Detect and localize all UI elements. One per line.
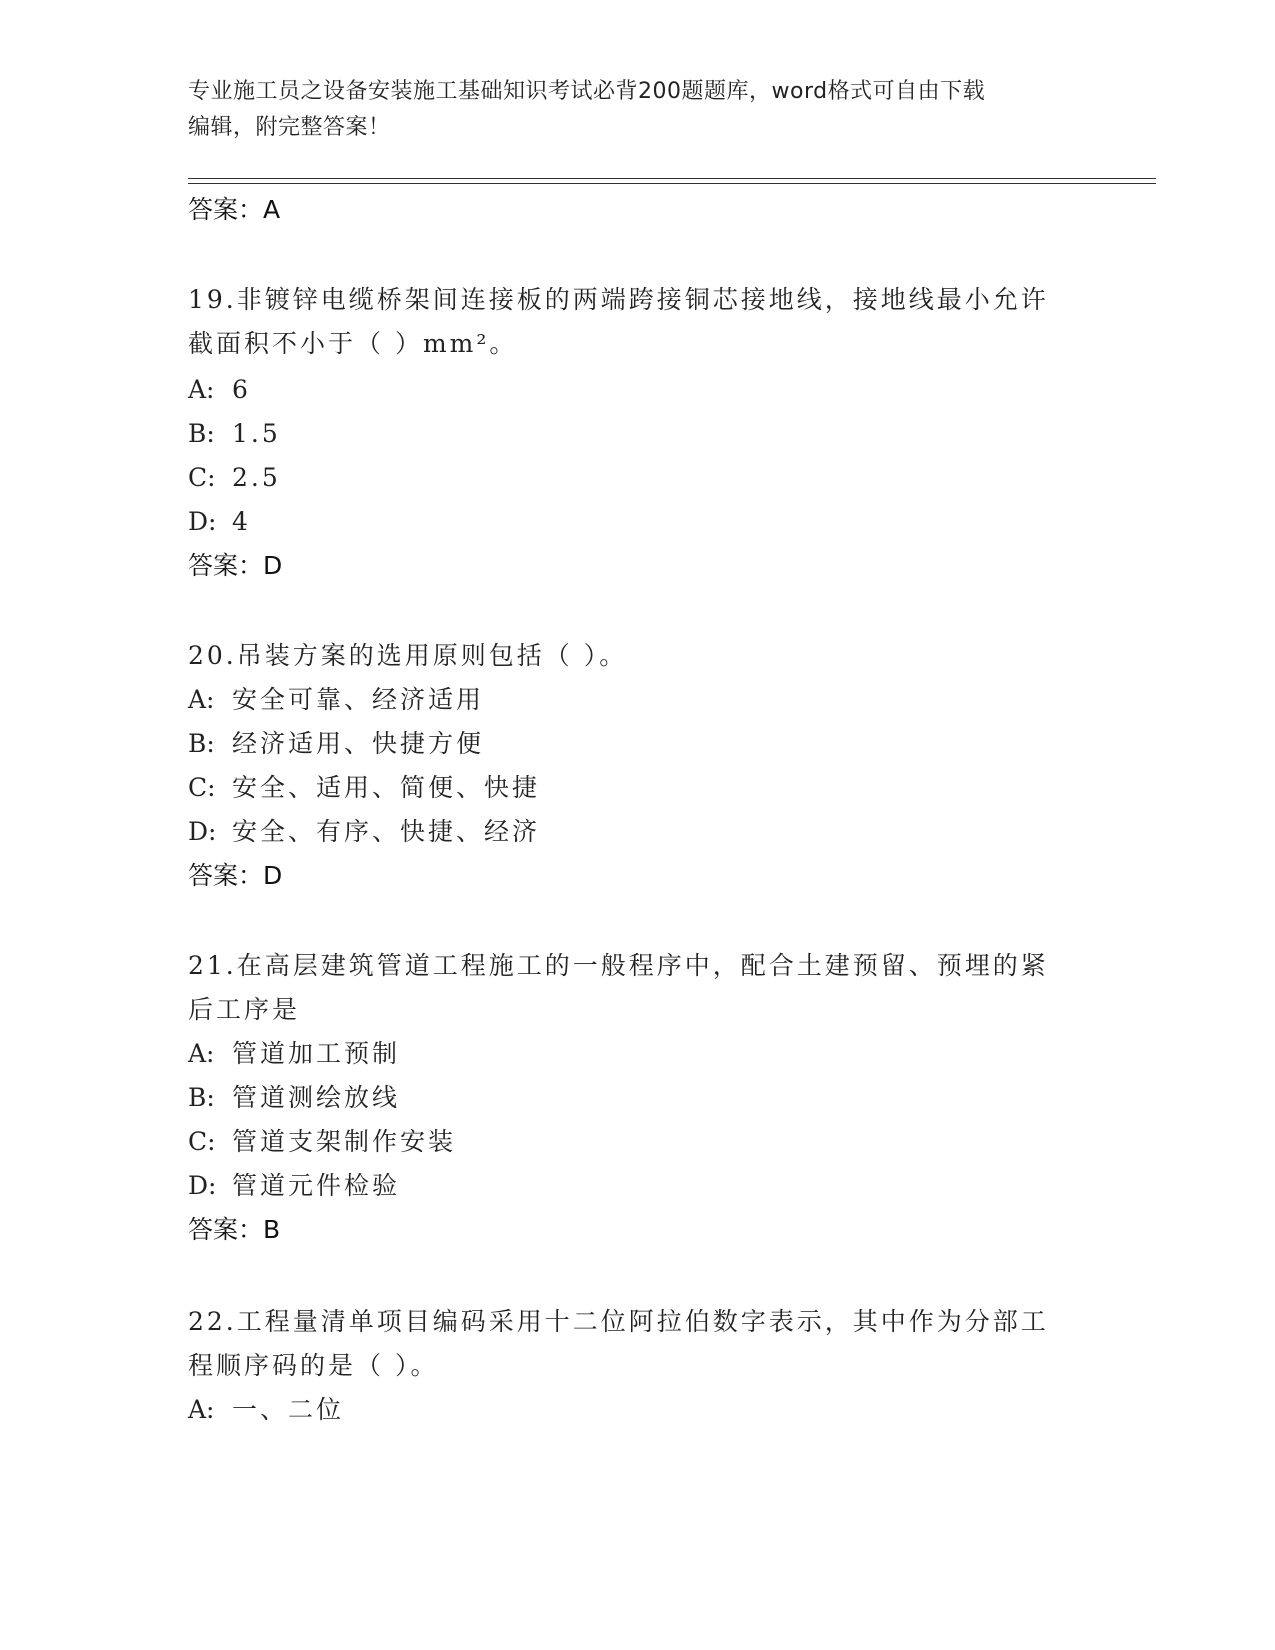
question-22-option-a (188, 1390, 344, 1430)
question-21-option-a (188, 1034, 400, 1074)
header-line-1: 专业施工员之设备安装施工基础知识考试必背200题题库，word格式可自由下载 (188, 79, 986, 104)
question-22-line-2: 程顺序码的是（ ）。 (188, 1351, 439, 1380)
question-21-line-1: 21.在高层建筑管道工程施工的一般程序中，配合土建预留、预埋的紧 (188, 951, 1049, 980)
question-19-option-a (188, 370, 251, 410)
option-key: C: (188, 1127, 216, 1156)
question-20-option-d (188, 812, 540, 852)
question-19-text (188, 278, 1088, 366)
option-text: 一、二位 (232, 1395, 345, 1424)
option-text: 管道加工预制 (232, 1039, 401, 1068)
option-text: 管道测绘放线 (232, 1083, 401, 1112)
question-21-option-c (188, 1122, 456, 1162)
question-20-option-b (188, 724, 484, 764)
question-20-line-1: 20.吊装方案的选用原则包括（ ）。 (188, 641, 628, 670)
option-key: A: (188, 1039, 215, 1068)
question-21-line-2: 后工序是 (188, 995, 301, 1024)
question-22-text (188, 1300, 1088, 1388)
option-key: C: (188, 463, 216, 492)
question-21-text (188, 944, 1088, 1032)
option-key: D: (188, 1171, 217, 1200)
answer-prev: 答案：A (188, 195, 281, 224)
option-text: 1.5 (232, 419, 281, 448)
question-22-line-1: 22.工程量清单项目编码采用十二位阿拉伯数字表示，其中作为分部工 (188, 1307, 1049, 1336)
question-20-option-c (188, 768, 540, 808)
option-key: B: (188, 419, 215, 448)
option-text: 管道元件检验 (232, 1171, 401, 1200)
question-19-option-b (188, 414, 281, 454)
option-key: A: (188, 375, 215, 404)
question-19-answer: 答案：D (188, 551, 283, 580)
question-21-option-d (188, 1166, 400, 1206)
option-text: 6 (232, 375, 251, 404)
question-21-answer: 答案：B (188, 1215, 281, 1244)
header-rule-bottom (188, 183, 1156, 184)
question-19-option-d (188, 502, 251, 542)
question-19-option-c (188, 458, 281, 498)
option-text: 安全可靠、经济适用 (232, 685, 485, 714)
question-21-option-b (188, 1078, 400, 1118)
option-text: 经济适用、快捷方便 (232, 729, 485, 758)
option-key: A: (188, 685, 215, 714)
option-text: 4 (232, 507, 251, 536)
header-line-2: 编辑，附完整答案！ (188, 115, 391, 140)
option-key: B: (188, 729, 215, 758)
question-20-text (188, 634, 1088, 678)
document-header (188, 74, 1088, 146)
option-text: 安全、适用、简便、快捷 (232, 773, 541, 802)
option-key: D: (188, 817, 217, 846)
option-key: B: (188, 1083, 215, 1112)
option-text: 2.5 (232, 463, 281, 492)
header-rule-top (188, 178, 1156, 179)
question-20-option-a (188, 680, 484, 720)
option-key: D: (188, 507, 217, 536)
question-19-line-2: 截面积不小于（ ）mm²。 (188, 329, 518, 358)
option-text: 安全、有序、快捷、经济 (232, 817, 541, 846)
option-key: A: (188, 1395, 215, 1424)
question-19-line-1: 19.非镀锌电缆桥架间连接板的两端跨接铜芯接地线，接地线最小允许 (188, 285, 1049, 314)
question-20-answer: 答案：D (188, 861, 283, 890)
option-key: C: (188, 773, 216, 802)
option-text: 管道支架制作安装 (232, 1127, 457, 1156)
